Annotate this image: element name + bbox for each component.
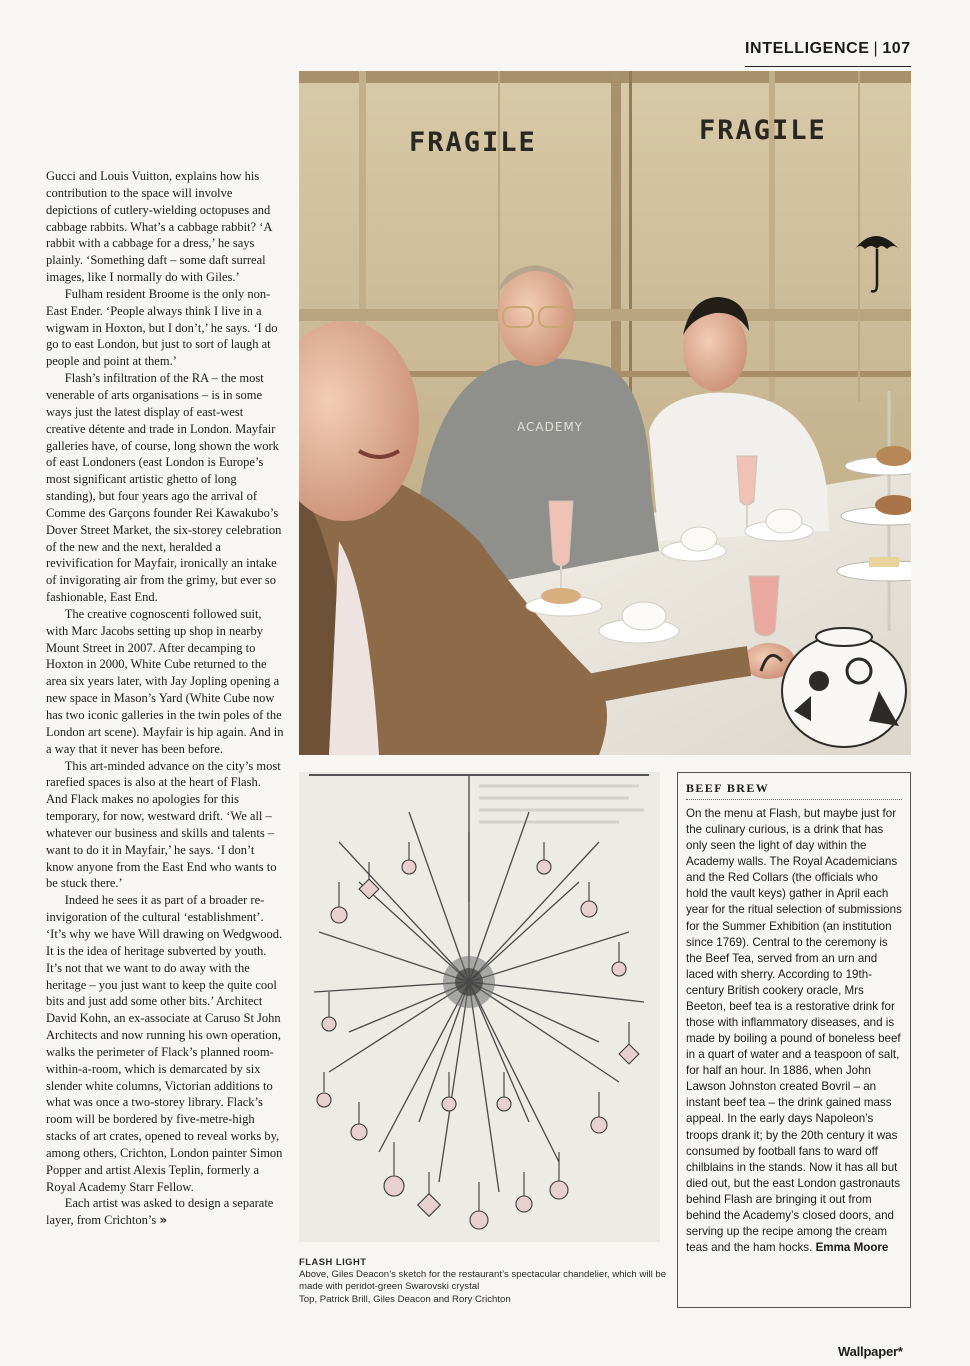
page-number: 107 xyxy=(882,40,911,57)
caption-line-photo: Top, Patrick Brill, Giles Deacon and Rory Crichton xyxy=(299,1293,511,1305)
crate-stencil-right: FRAGILE xyxy=(699,115,827,146)
article-paragraph: The creative cognoscenti followed suit, with Marc Jacobs setting up shop in nearby Mount Street in 2007. After decamping to Hoxton in 2000, White Cube returned to the area six years later, with Jay Jopling opening a new space in Mason’s Yard (White Cube now has two iconic galleries in the twin poles of the London art scene). Mayfair is hip again. And in a way that it never has been before. xyxy=(46,606,284,756)
sidebar-author: Emma Moore xyxy=(815,1241,889,1255)
photo-caption xyxy=(299,1256,671,1306)
sidebar-box xyxy=(677,772,911,1308)
magazine-logo: Wallpaper* xyxy=(838,1344,903,1359)
sweater-print: ACADEMY xyxy=(517,420,584,434)
header-separator: | xyxy=(873,40,879,57)
continue-arrows-icon: » xyxy=(159,1213,168,1228)
article-paragraph: Indeed he sees it as part of a broader re-invigoration of the cultural ‘establishment’. ‘It’s why we have Will drawing on Wedgwood. It is the idea of heritage subverted by youth. It’s not that we want to do away with the heritage – you just want to keep the quite cool bits and just add some other bits.’ Architect David Kohn, an ex-associate at Caruso St John Architects and now running his own operation, walks the perimeter of Flack’s planned room-within-a-room, which is demarcated by six slender white columns, Victorian additions to what was once a two-storey library. Flack’s room will be bordered by five-metre-high stacks of art crates, opened to reveal works by, among others, Crichton, London painter Simon Popper and artist Alexis Teplin, formerly a Royal Academy Starr Fellow. xyxy=(46,893,283,1194)
section-title: INTELLIGENCE xyxy=(745,40,870,57)
article-column xyxy=(46,168,284,1318)
photo-illustration xyxy=(299,71,911,755)
article-paragraph: This art-minded advance on the city’s most rarefied spaces is also at the heart of Flash. And Flack makes no apologies for this temporary, for now, westward drift. ‘We all – whatever our business and skills and talents – want to do it in Mayfair,’ he says. ‘I don’t know anyone from the East End who wants to be stuck there.’ xyxy=(46,758,281,891)
article-paragraph: Gucci and Louis Vuitton, explains how his contribution to the space will involve depictions of cutlery-wielding octopuses and cabbage rabbits. What’s a cabbage rabbit? ‘A rabbit with a cabbage for a dress,’ he says plainly. ‘Something daft – some daft surreal images, like I normally do with Giles.’ xyxy=(46,169,272,285)
article-paragraph: Fulham resident Broome is the only non-East Ender. ‘People always think I live in a wigwam in Hoxton, but I don’t,’ he says. ‘I do go to east London, but just to sort of laugh at people and point at them.’ xyxy=(46,286,278,369)
chandelier-sketch xyxy=(299,772,660,1242)
caption-line-sketch: Above, Giles Deacon’s sketch for the restaurant’s spectacular chandelier, which will be made with peridot-green Swarovski crystal xyxy=(299,1268,667,1293)
sidebar-title: BEEF BREW xyxy=(686,781,902,800)
main-photo xyxy=(299,71,911,755)
article-paragraph: Flash’s infiltration of the RA – the most venerable of arts organisations – is in some ways just the latest display of east-west creative détente and trade in London. Mayfair galleries have, of course, long shown the work of east Londoners (east London is Europe’s most significant artistic ghetto of long standing), but four years ago the arrival of Comme des Garçons founder Rei Kawakubo’s Dover Street Market, the six-storey celebration of the new and the next, heralded a revivification for Mayfair, ironically an intake of invigorating air from the grimy, but ever so fashionable, East End. xyxy=(46,371,282,605)
article-paragraph-text: Each artist was asked to design a separate layer, from Crichton’s xyxy=(46,1196,274,1228)
article-paragraph-last xyxy=(46,1195,284,1229)
chandelier-sketch-drawing xyxy=(299,772,660,1242)
page-header xyxy=(745,40,911,67)
caption-title: FLASH LIGHT xyxy=(299,1256,367,1267)
sidebar-text: On the menu at Flash, but maybe just for the culinary curious, is a drink that has only seen the light of day within the Academy walls. The Royal Academicians and the Red Collars (the officials who hold the vault keys) gather in April each year for the ritual selection of submissions for the Summer Exhibition (an institution since 1769). Central to the ceremony is the Beef Tea, served from an urn and laced with sherry. According to 19th-century British cookery oracle, Mrs Beeton, beef tea is a restorative drink for those with inflammatory diseases, and is made by boiling a pound of boneless beef in a quart of water and a teaspoon of salt, for half an hour. In 1886, when John Lawson Johnston created Bovril – an instant beef tea – the drink gained mass appeal. In the early days Napoleon’s troops drank it; by the 20th century it was consumed by football fans to ward off chilblains in the stands. Now it has all but died out, but the east London gastronauts behind Flash are bringing it out from behind the Academy’s closed doors, and serving up the recipe among the cream teas and the ham hocks. xyxy=(686,807,902,1255)
sidebar-body xyxy=(686,806,902,1256)
crate-stencil-left: FRAGILE xyxy=(409,127,537,158)
